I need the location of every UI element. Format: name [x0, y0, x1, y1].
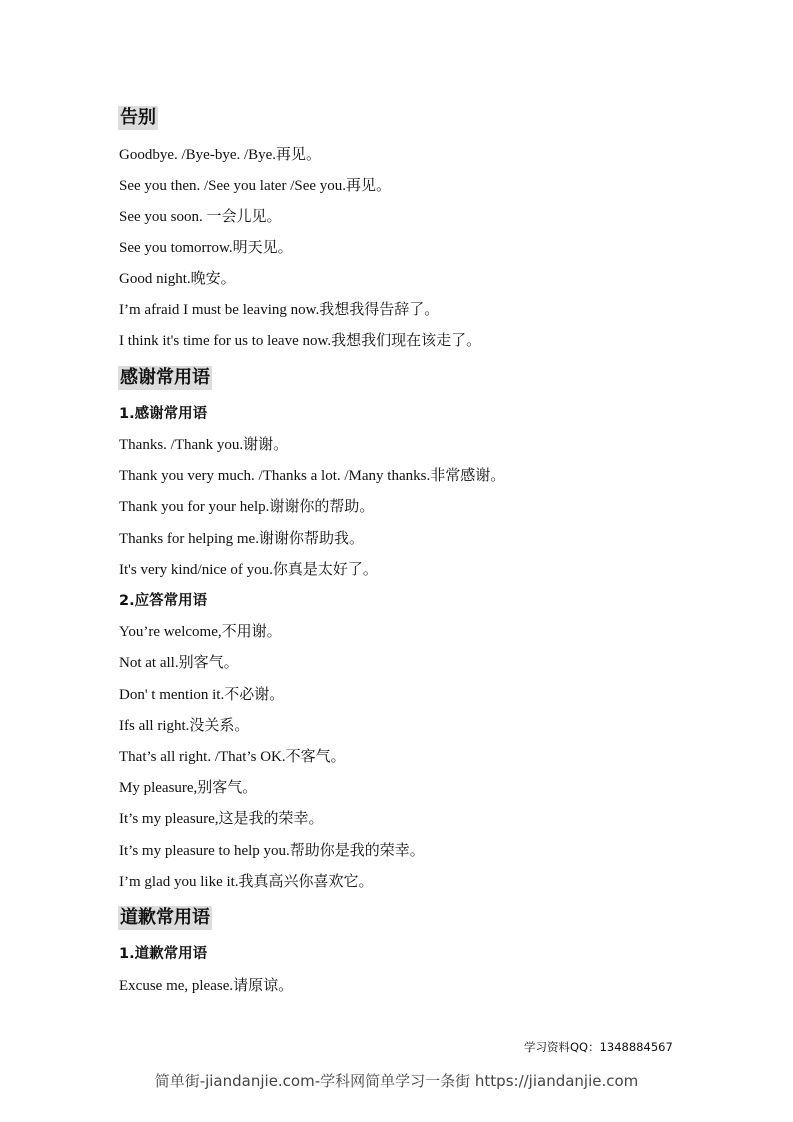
subheading: 1.感谢常用语 [119, 406, 208, 422]
text-line: Thanks. /Thank you.谢谢。 [119, 437, 289, 453]
text-line: See you soon. 一会儿见。 [119, 209, 282, 225]
section-heading-thanks: 感谢常用语 [120, 367, 210, 388]
section-heading-farewell: 告别 [120, 107, 156, 128]
text-line: I’m afraid I must be leaving now.我想我得告辞了。 [119, 302, 440, 318]
text-line: It’s my pleasure,这是我的荣幸。 [119, 811, 324, 827]
site-footer: 简单街-jiandanjie.com-学科网简单学习一条街 https://jiandanjie.com [154, 1072, 639, 1090]
text-line: It’s my pleasure to help you.帮助你是我的荣幸。 [119, 843, 425, 859]
text-line: Excuse me, please.请原谅。 [119, 978, 294, 994]
text-line: You’re welcome,不用谢。 [119, 624, 282, 640]
text-line: Thanks for helping me.谢谢你帮助我。 [119, 531, 364, 547]
text-line: I think it's time for us to leave now.我想我们现在该走了。 [119, 333, 482, 349]
text-line: It's very kind/nice of you.你真是太好了。 [119, 562, 378, 578]
text-line: Good night.晚安。 [119, 271, 236, 287]
text-line: See you then. /See you later /See you.再见。 [119, 178, 392, 194]
text-line: Goodbye. /Bye-bye. /Bye.再见。 [119, 147, 322, 163]
text-line: See you tomorrow.明天见。 [119, 240, 293, 256]
section-heading-apology: 道歉常用语 [120, 907, 210, 928]
text-line: My pleasure,别客气。 [119, 780, 258, 796]
text-line: That’s all right. /That’s OK.不客气。 [119, 749, 346, 765]
subheading: 1.道歉常用语 [119, 946, 208, 962]
text-line: Don' t mention it.不必谢。 [119, 687, 285, 703]
qq-note: 学习资料QQ：1348884567 [524, 1040, 673, 1054]
text-line: Thank you for your help.谢谢你的帮助。 [119, 499, 375, 515]
text-line: I’m glad you like it.我真高兴你喜欢它。 [119, 874, 374, 890]
subheading: 2.应答常用语 [119, 593, 208, 609]
text-line: Thank you very much. /Thanks a lot. /Many thanks.非常感谢。 [119, 468, 506, 484]
text-line: Ifs all right.没关系。 [119, 718, 250, 734]
text-line: Not at all.别客气。 [119, 655, 239, 671]
